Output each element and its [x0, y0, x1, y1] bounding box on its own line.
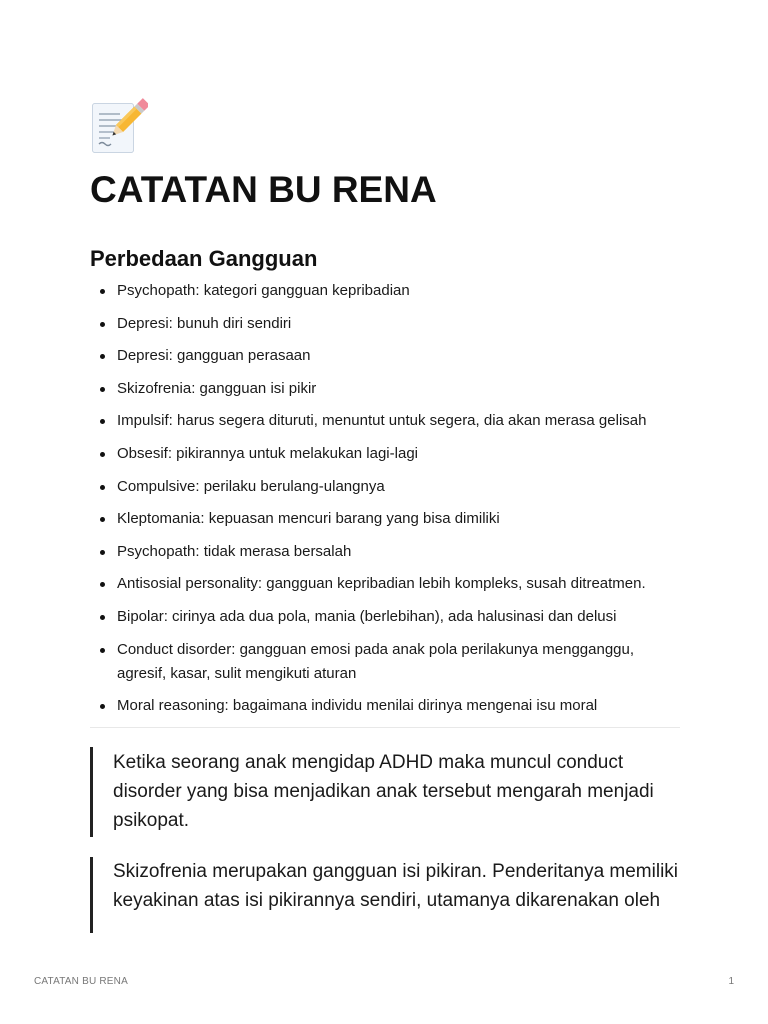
document-page [90, 98, 680, 953]
bullet-dot [100, 289, 105, 294]
list-item-text: Depresi: bunuh diri sendiri [117, 314, 292, 332]
bullet-dot [100, 419, 105, 424]
memo-pencil-icon [90, 98, 148, 156]
list-item-text: Conduct disorder: gangguan emosi pada anak pola perilakunya mengganggu, agresif, kasar, sulit mengikuti aturan [117, 640, 635, 682]
footer-doc-title: CATATAN BU RENA [34, 976, 128, 987]
list-item-text: Kleptomania: kepuasan mencuri barang yang bisa dimiliki [117, 510, 500, 528]
list-item [90, 442, 680, 466]
list-item-text: Psychopath: kategori gangguan kepribadian [117, 282, 410, 299]
list-item [90, 507, 680, 531]
list-item [90, 377, 680, 401]
list-item [90, 344, 680, 368]
list-item [90, 475, 680, 499]
bullet-dot [100, 582, 105, 587]
bullet-dot [100, 354, 105, 359]
list-item [90, 605, 680, 629]
list-item-text: Depresi: gangguan perasaan [117, 347, 311, 365]
divider [90, 727, 680, 728]
list-item [90, 312, 680, 336]
list-item-text: Compulsive: perilaku berulang-ulangnya [117, 477, 385, 495]
list-item-text: Skizofrenia: gangguan isi pikir [117, 379, 317, 397]
bullet-dot [100, 387, 105, 392]
bullet-dot [100, 322, 105, 327]
list-item-text: Psychopath: tidak merasa bersalah [117, 542, 352, 560]
bullet-dot [100, 485, 105, 490]
bullet-dot [100, 517, 105, 522]
blockquote-adhd: Ketika seorang anak mengidap ADHD maka muncul conduct disorder yang bisa menjadikan anak tersebut mengarah menjadi psikopat. [90, 747, 680, 837]
bullet-dot [100, 452, 105, 457]
footer-page-number: 1 [728, 976, 734, 987]
bullet-dot [100, 648, 105, 653]
list-item [90, 694, 680, 718]
list-item [90, 409, 680, 433]
list-item-text: Moral reasoning: bagaimana individu menilai dirinya mengenai isu moral [117, 697, 598, 715]
list-item [90, 638, 680, 686]
list-item-text: Bipolar: cirinya ada dua pola, mania (berlebihan), ada halusinasi dan delusi [117, 607, 617, 625]
list-item-text: Impulsif: harus segera dituruti, menuntut untuk segera, dia akan merasa gelisah [117, 412, 647, 430]
section-heading: Perbedaan Gangguan [90, 246, 318, 271]
bullet-dot [100, 615, 105, 620]
bullet-dot [100, 704, 105, 709]
list-item [90, 540, 680, 564]
list-item [90, 572, 680, 596]
list-item [90, 279, 680, 303]
list-item-text: Antisosial personality: gangguan kepribadian lebih kompleks, susah ditreatmen. [117, 575, 646, 593]
list-item-text: Obsesif: pikirannya untuk melakukan lagi-lagi [117, 444, 418, 462]
page-title: CATATAN BU RENA [90, 169, 437, 210]
bullet-dot [100, 550, 105, 555]
bullet-list [90, 279, 680, 718]
blockquote-skizofrenia: Skizofrenia merupakan gangguan isi pikiran. Penderitanya memiliki keyakinan atas isi pikirannya sendiri, utamanya dikarenakan oleh [90, 857, 680, 933]
